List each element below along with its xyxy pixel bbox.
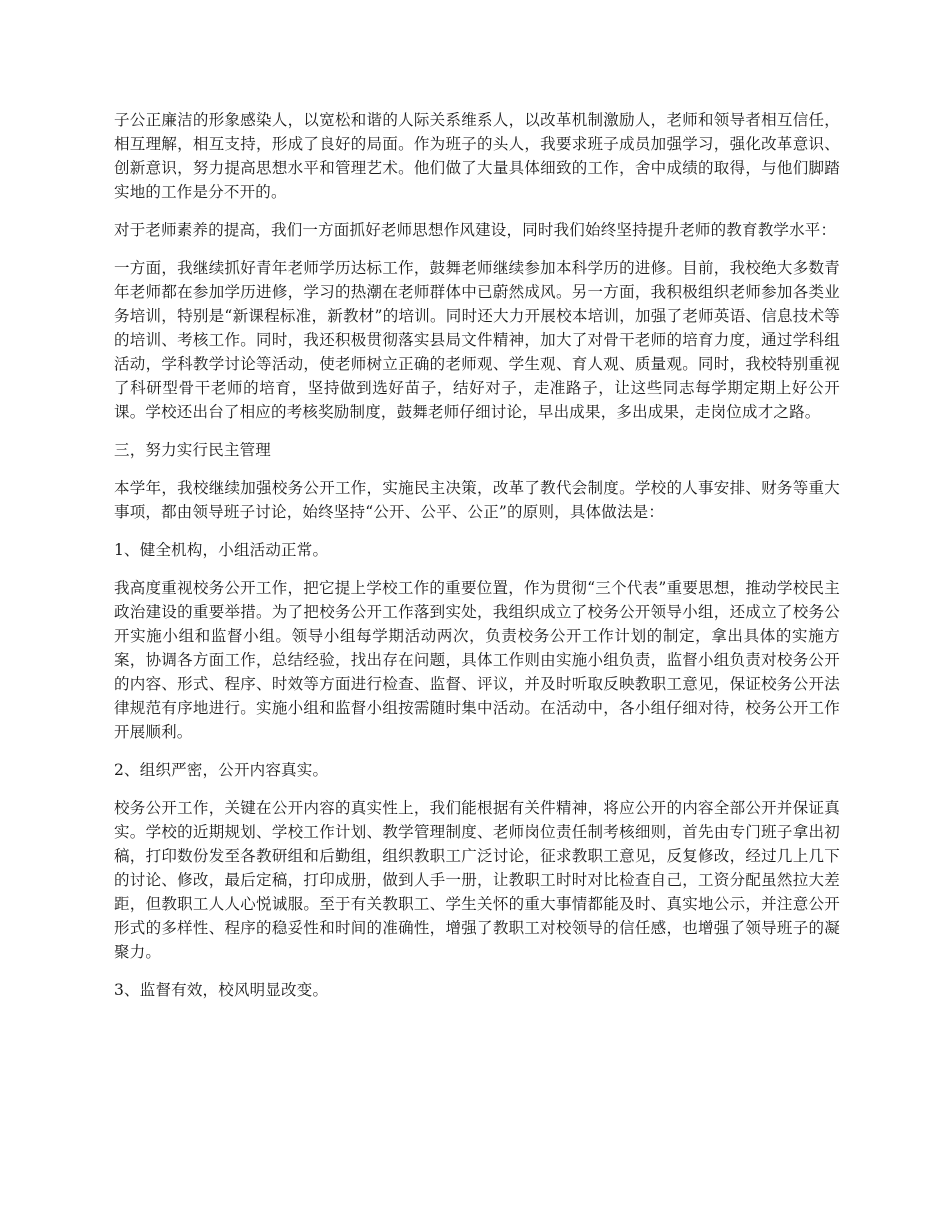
subheading-organization: 1、健全机构，小组活动正常。 <box>114 541 329 559</box>
paragraph-content-true: 校务公开工作，关键在公开内容的真实性上，我们能根据有关件精神，将应公开的内容全部公开并保证真实。学校的近期规划、学校工作计划、教学管理制度、老师岗位责任制考核细则，首先由专门班子拿出初稿，打印数份发至各教研组和后勤组，组织教职工广泛讨论，征求教职工意见，反复修改，经过几上几下的讨论、修改，最后定稿，打印成册，做到人手一册，让教职工时时对比检查自己，工资分配虽然拉大差距，但教职工人人心悦诚服。至于有关教职工、学生关怀的重大事情都能及时、真实地公示，并注意公开形式的多样性、程序的稳妥性和时间的准确性，增强了教职工对校领导的信任感，也增强了领导班子的凝聚力。 <box>114 799 840 961</box>
document-page <box>114 108 840 1016</box>
paragraph-leadership: 子公正廉洁的形象感染人，以宽松和谐的人际关系维系人，以改革机制激励人，老师和领导者相互信任，相互理解，相互支持，形成了良好的局面。作为班子的头人，我要求班子成员加强学习，强化改革意识、创新意识，努力提高思想水平和管理艺术。他们做了大量具体细致的工作，舍中成绩的取得，与他们脚踏实地的工作是分不开的。 <box>114 111 840 201</box>
subheading-content-true: 2、组织严密，公开内容真实。 <box>114 761 329 779</box>
paragraph-teacher-quality: 对于老师素养的提高，我们一方面抓好老师思想作风建设，同时我们始终坚持提升老师的教育教学水平： <box>114 221 837 239</box>
paragraph-training: 一方面，我继续抓好青年老师学历达标工作，鼓舞老师继续参加本科学历的进修。目前，我校绝大多数青年老师都在参加学历进修，学习的热潮在老师群体中已蔚然成风。另一方面，我积极组织老师参加各类业务培训，特别是“新课程标准，新教材”的培训。同时还大力开展校本培训，加强了老师英语、信息技术等的培训、考核工作。同时，我还积极贯彻落实县局文件精神，加大了对骨干老师的培育力度，通过学科组活动，学科教学讨论等活动，使老师树立正确的老师观、学生观、育人观、质量观。同时，我校特别重视了科研型骨干老师的培育，坚持做到选好苗子，结好对子，走准路子，让这些同志每学期定期上好公开课。学校还出台了相应的考核奖励制度，鼓舞老师仔细讨论，早出成果，多出成果，走岗位成才之路。 <box>114 259 840 421</box>
subheading-supervision: 3、监督有效，校风明显改变。 <box>114 981 329 999</box>
paragraph-school-affairs: 本学年，我校继续加强校务公开工作，实施民主决策，改革了教代会制度。学校的人事安排、财务等重大事项，都由领导班子讨论，始终坚持“公开、公平、公正”的原则，具体做法是： <box>114 479 840 521</box>
section-heading-democratic-management: 三，努力实行民主管理 <box>114 441 272 459</box>
paragraph-organization: 我高度重视校务公开工作，把它提上学校工作的重要位置，作为贯彻“三个代表”重要思想，推动学校民主政治建设的重要举措。为了把校务公开工作落到实处，我组织成立了校务公开领导小组，还成立了校务公开实施小组和监督小组。领导小组每学期活动两次，负责校务公开工作计划的制定，拿出具体的实施方案，协调各方面工作，总结经验，找出存在问题，具体工作则由实施小组负责，监督小组负责对校务公开的内容、形式、程序、时效等方面进行检查、监督、评议，并及时听取反映教职工意见，保证校务公开法律规范有序地进行。实施小组和监督小组按需随时集中活动。在活动中，各小组仔细对待，校务公开工作开展顺利。 <box>114 579 840 741</box>
